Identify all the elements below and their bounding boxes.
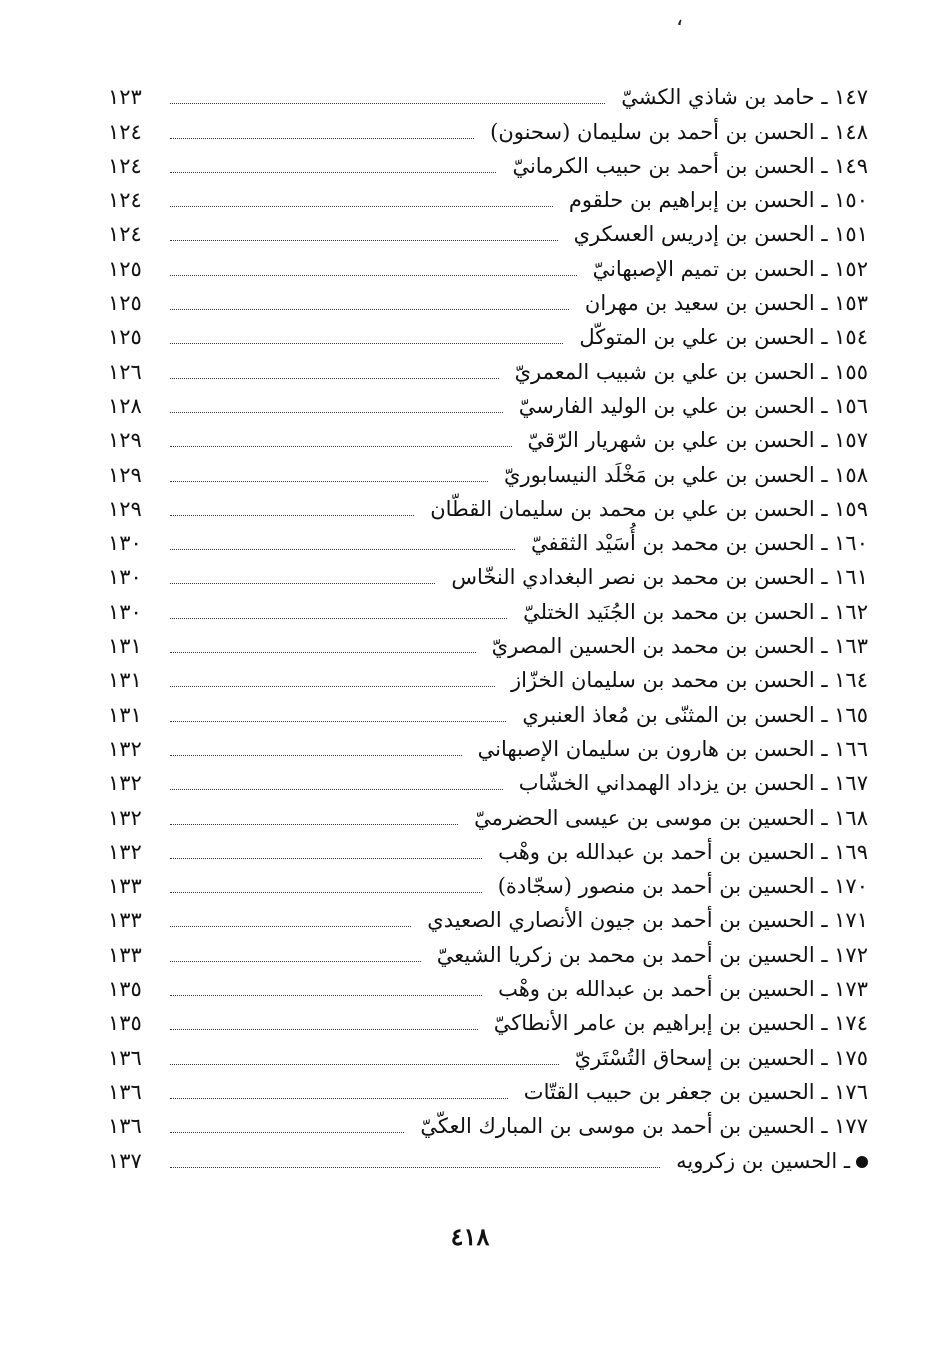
- toc-entry-text: ١٧٤ ـ الحسين بن إبراهيم بن عامر الأنطاكيّ: [493, 1011, 868, 1036]
- dot-leader: [170, 858, 482, 859]
- toc-entry-text: ١٤٩ ـ الحسن بن أحمد بن حبيب الكرمانيّ: [512, 153, 868, 178]
- toc-entry: [108, 78, 868, 112]
- toc-page-ref: ١٣٠: [108, 531, 142, 556]
- dot-leader: [170, 618, 507, 619]
- dot-leader: [170, 892, 482, 893]
- toc-entry-label: [494, 1013, 868, 1038]
- toc-entry-label: [523, 599, 868, 627]
- toc-page-ref: ١٢٥: [108, 291, 142, 316]
- toc-entry: [108, 1073, 868, 1107]
- dot-leader: [170, 583, 435, 584]
- toc-entry-text: ١٦٥ ـ الحسن بن المثنّى بن مُعاذ العنبري: [522, 702, 868, 727]
- toc-page-ref: ١٣١: [108, 634, 142, 659]
- dot-leader: [170, 549, 515, 550]
- toc-entry-text: ١٦٦ ـ الحسن بن هارون بن سليمان الإصبهاني: [477, 736, 868, 761]
- table-of-contents: [108, 78, 868, 1176]
- toc-page-ref: ١٣٦: [108, 1114, 142, 1139]
- corner-mark: ،: [676, 6, 684, 31]
- dot-leader: [170, 343, 563, 344]
- toc-page-ref: ١٢٣: [108, 85, 142, 110]
- toc-page-ref: ١٣١: [108, 668, 142, 693]
- toc-entry: [108, 1141, 868, 1175]
- toc-entry: [108, 730, 868, 764]
- toc-entry: [108, 352, 868, 386]
- dot-leader: [170, 1167, 660, 1168]
- toc-entry-label: [427, 910, 868, 935]
- toc-page-ref: ١٣٢: [108, 839, 142, 864]
- toc-entry-text: ١٦٤ ـ الحسن بن محمد بن سليمان الخزّاز: [510, 668, 868, 693]
- toc-entry-label: [420, 1116, 868, 1141]
- toc-entry-text: ١٤٨ ـ الحسن بن أحمد بن سليمان (سحنون): [490, 119, 868, 144]
- toc-entry-text: ١٦٠ ـ الحسن بن محمد بن أُسَيْد الثقفيّ: [531, 531, 868, 556]
- toc-entry: [108, 901, 868, 935]
- toc-page-ref: ١٢٤: [108, 188, 142, 213]
- toc-page-ref: ١٣٢: [108, 771, 142, 796]
- dot-leader: [170, 275, 577, 276]
- toc-entry-text: ١٥٢ ـ الحسن بن تميم الإصبهانيّ: [592, 256, 868, 281]
- dot-leader: [170, 652, 476, 653]
- toc-page-ref: ١٣٢: [108, 805, 142, 830]
- toc-entry-text: ١٥٧ ـ الحسن بن علي بن شهريار الرّقيّ: [527, 428, 868, 453]
- dot-leader: [170, 206, 553, 207]
- toc-entry: [108, 867, 868, 901]
- toc-entry-text: ١٥٤ ـ الحسن بن علي بن المتوكّل: [579, 325, 868, 350]
- dot-leader: [170, 1029, 478, 1030]
- toc-page-ref: ١٣١: [108, 702, 142, 727]
- toc-entry-text: ١٧٦ ـ الحسين بن جعفر بن حبيب القتّات: [523, 1079, 868, 1104]
- toc-entry-text: ١٦٣ ـ الحسن بن محمد بن الحسين المصريّ: [491, 634, 868, 659]
- toc-entry-label: [436, 942, 868, 970]
- toc-entry-text: ١٧٢ ـ الحسين بن أحمد بن محمد بن زكريا الشيعيّ: [436, 942, 868, 967]
- toc-entry: [108, 421, 868, 455]
- toc-entry: [108, 798, 868, 832]
- dot-leader: [170, 686, 495, 687]
- toc-entry-label: [474, 805, 868, 833]
- toc-entry: [108, 387, 868, 421]
- toc-entry: [108, 147, 868, 181]
- toc-entry-label: [498, 839, 868, 867]
- toc-entry-text: ١٧٣ ـ الحسين بن أحمد بن عبدالله بن وهْب: [498, 977, 868, 1002]
- dot-leader: [170, 103, 605, 104]
- toc-entry-label: [477, 736, 868, 764]
- dot-leader: [170, 172, 496, 173]
- toc-entry-text: ١٥٨ ـ الحسن بن علي بن مَخْلَد النيسابوريّ: [504, 462, 868, 487]
- toc-entry-text: ١٧٠ ـ الحسين بن أحمد بن منصور (سجّادة): [497, 874, 868, 899]
- toc-entry-label: [579, 327, 868, 352]
- dot-leader: [170, 961, 421, 962]
- toc-page-ref: ١٣٥: [108, 1011, 142, 1036]
- dot-leader: [170, 789, 503, 790]
- toc-entry-text: ١٥٩ ـ الحسن بن علي بن محمد بن سليمان القطّان: [430, 496, 868, 521]
- toc-entry-text: ١٦٧ ـ الحسن بن يزداد الهمداني الخشّاب: [518, 771, 868, 796]
- toc-entry-text: ١٥٠ ـ الحسن بن إبراهيم بن حلقوم: [568, 188, 868, 213]
- toc-entry-label: [498, 876, 868, 901]
- toc-entry-label: [504, 462, 868, 490]
- toc-page-ref: ١٣٧: [108, 1148, 142, 1173]
- toc-page-ref: ١٣٣: [108, 942, 142, 967]
- dot-leader: [170, 412, 503, 413]
- toc-entry-label: [585, 293, 868, 318]
- toc-entry-label: [511, 670, 868, 695]
- toc-entry-label: [498, 979, 868, 1004]
- dot-leader: [170, 1098, 508, 1099]
- dot-leader: [170, 1064, 559, 1065]
- toc-page-ref: ١٣٥: [108, 977, 142, 1002]
- toc-page-ref: ١٣٣: [108, 908, 142, 933]
- toc-entry-text: ١٤٧ ـ حامد بن شاذي الكشيّ: [621, 85, 868, 110]
- toc-page-ref: ١٢٤: [108, 222, 142, 247]
- toc-entry: [108, 627, 868, 661]
- dot-leader: [170, 995, 482, 996]
- dot-leader: [170, 1132, 404, 1133]
- toc-entry: [108, 764, 868, 798]
- toc-entry-text: ١٦٢ ـ الحسن بن محمد بن الجُنَيد الختليّ: [523, 599, 868, 624]
- dot-leader: [170, 240, 558, 241]
- toc-entry-label: [569, 190, 868, 215]
- toc-entry: [108, 592, 868, 626]
- toc-entry: [108, 112, 868, 146]
- toc-entry-label: [518, 393, 868, 421]
- toc-entry-text: ١٥٣ ـ الحسن بن سعيد بن مهران: [584, 291, 868, 316]
- toc-entry-text: ١٦١ ـ الحسن بن محمد بن نصر البغدادي النخّاس: [451, 565, 868, 590]
- toc-entry-label: [519, 773, 868, 798]
- toc-entry-text: ١٦٩ ـ الحسين بن أحمد بن عبدالله بن وهْب: [498, 839, 868, 864]
- toc-page-ref: ١٣٢: [108, 736, 142, 761]
- toc-entry: [108, 1004, 868, 1038]
- page-number: ٤١٨: [450, 1222, 490, 1251]
- toc-entry: [108, 181, 868, 215]
- dot-leader: [170, 138, 474, 139]
- toc-entry-label: [574, 224, 868, 249]
- toc-page-ref: ١٣٠: [108, 565, 142, 590]
- toc-entry-label: [531, 533, 868, 558]
- toc-page-ref: ١٢٤: [108, 119, 142, 144]
- dot-leader: [170, 309, 569, 310]
- toc-page-ref: ١٢٤: [108, 153, 142, 178]
- toc-page-ref: ١٢٦: [108, 359, 142, 384]
- toc-entry: [108, 661, 868, 695]
- toc-entry-label: [430, 496, 868, 524]
- dot-leader: [170, 824, 458, 825]
- toc-entry-label: [490, 119, 868, 147]
- toc-entry-text: ١٥٦ ـ الحسن بن علي بن الوليد الفارسيّ: [518, 393, 868, 418]
- toc-entry: [108, 695, 868, 729]
- toc-entry: [108, 524, 868, 558]
- toc-entry-label: [492, 636, 868, 661]
- dot-leader: [170, 926, 411, 927]
- toc-entry: [108, 249, 868, 283]
- toc-entry: [108, 490, 868, 524]
- toc-entry: [108, 970, 868, 1004]
- toc-entry: [108, 455, 868, 489]
- toc-page-ref: ١٢٥: [108, 325, 142, 350]
- toc-entry-label: [523, 1079, 868, 1107]
- toc-entry: [108, 833, 868, 867]
- dot-leader: [170, 755, 462, 756]
- toc-entry-text: ١٧١ ـ الحسين بن أحمد بن جيون الأنصاري الصعيدي: [427, 908, 868, 933]
- toc-entry-label: [514, 359, 868, 387]
- toc-page-ref: ١٢٩: [108, 428, 142, 453]
- toc-entry-label: [522, 702, 868, 730]
- toc-page-ref: ١٢٩: [108, 462, 142, 487]
- toc-entry-text: ١٥٥ ـ الحسن بن علي بن شبيب المعمريّ: [514, 359, 868, 384]
- toc-entry-text: ١٧٥ ـ الحسين بن إسحاق التُسْتَريّ: [574, 1045, 868, 1070]
- toc-entry: [108, 284, 868, 318]
- toc-entry-label: [451, 567, 868, 592]
- toc-entry-text: ١٥١ ـ الحسن بن إدريس العسكري: [573, 222, 868, 247]
- toc-page-ref: ١٣٦: [108, 1045, 142, 1070]
- dot-leader: [170, 446, 512, 447]
- toc-entry: [108, 935, 868, 969]
- toc-entry: [108, 558, 868, 592]
- toc-page-ref: ١٣٠: [108, 599, 142, 624]
- toc-page-ref: ١٣٣: [108, 874, 142, 899]
- dot-leader: [170, 481, 488, 482]
- dot-leader: [170, 378, 499, 379]
- toc-entry-text: ـ الحسين بن زكرويه: [676, 1148, 850, 1173]
- toc-page-ref: ١٢٨: [108, 393, 142, 418]
- toc-entry-label: [574, 1045, 868, 1073]
- toc-page-ref: ١٣٦: [108, 1079, 142, 1104]
- dot-leader: [170, 515, 414, 516]
- toc-entry-label: [676, 1148, 868, 1176]
- toc-page-ref: ١٢٥: [108, 256, 142, 281]
- dot-leader: [170, 721, 506, 722]
- toc-entry: [108, 1107, 868, 1141]
- toc-entry-label: [512, 153, 868, 181]
- toc-entry: [108, 318, 868, 352]
- toc-entry-label: [592, 256, 868, 284]
- toc-entry-text: ١٧٧ ـ الحسين بن أحمد بن موسى بن المبارك العكّيّ: [420, 1114, 868, 1139]
- bullet-icon: [856, 1156, 868, 1168]
- toc-entry: [108, 1038, 868, 1072]
- toc-page-ref: ١٢٩: [108, 496, 142, 521]
- toc-entry-label: [528, 430, 869, 455]
- toc-entry-label: [621, 87, 868, 112]
- toc-entry-text: ١٦٨ ـ الحسين بن موسى بن عيسى الحضرميّ: [474, 805, 868, 830]
- toc-entry: [108, 215, 868, 249]
